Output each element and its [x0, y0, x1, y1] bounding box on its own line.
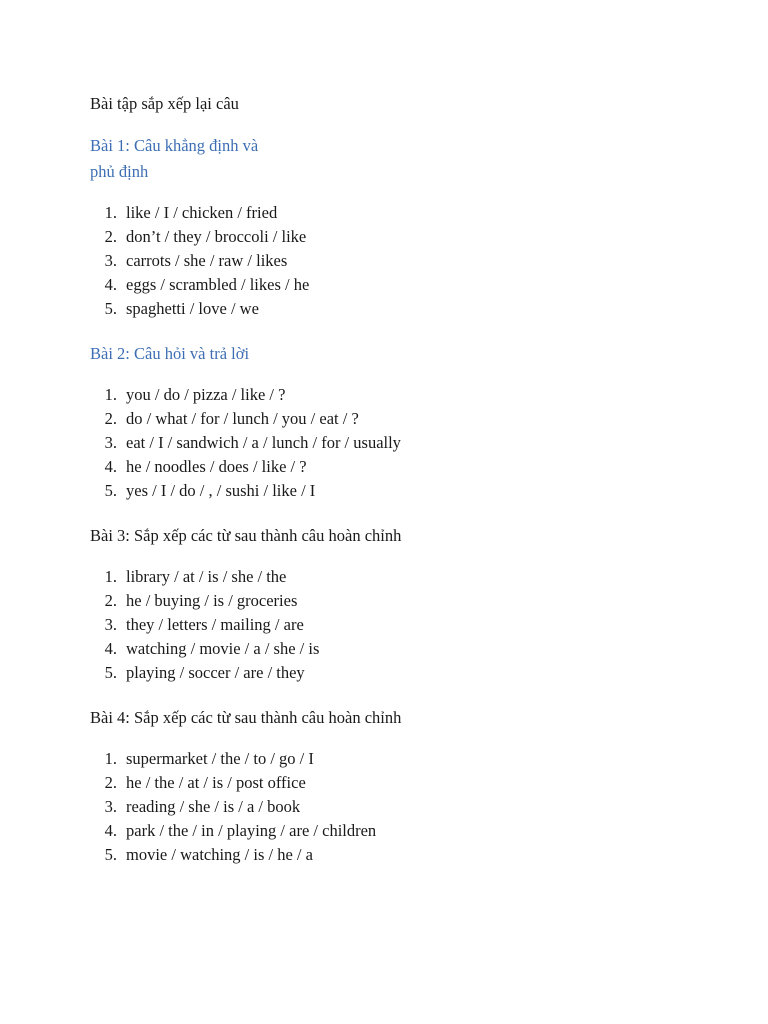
item-number: 5.: [104, 481, 117, 500]
list-item: [90, 273, 710, 297]
item-number: 3.: [104, 615, 117, 634]
item-number: 5.: [104, 845, 117, 864]
document-title: Bài tập sắp xếp lại câu: [90, 94, 239, 113]
item-text: movie / watching / is / he / a: [126, 845, 313, 864]
item-text: playing / soccer / are / they: [126, 663, 305, 682]
list-item: [90, 383, 710, 407]
item-number: 3.: [104, 797, 117, 816]
item-number: 1.: [104, 385, 117, 404]
list-item: [90, 771, 710, 795]
document-page: [90, 91, 710, 867]
list-item: [90, 479, 710, 503]
item-number: 1.: [104, 749, 117, 768]
item-number: 2.: [104, 409, 117, 428]
item-number: 2.: [104, 773, 117, 792]
exercise-1: [90, 133, 710, 321]
list-item: [90, 613, 710, 637]
item-text: you / do / pizza / like / ?: [126, 385, 286, 404]
exercise-4-heading: Bài 4: Sắp xếp các từ sau thành câu hoàn chỉnh: [90, 708, 402, 727]
item-number: 3.: [104, 433, 117, 452]
list-item: [90, 589, 710, 613]
item-number: 1.: [104, 203, 117, 222]
item-text: they / letters / mailing / are: [126, 615, 304, 634]
list-item: [90, 455, 710, 479]
list-item: [90, 297, 710, 321]
exercise-2: [90, 341, 710, 503]
list-item: [90, 819, 710, 843]
item-text: do / what / for / lunch / you / eat / ?: [126, 409, 359, 428]
list-item: [90, 201, 710, 225]
list-item: [90, 225, 710, 249]
item-text: supermarket / the / to / go / I: [126, 749, 314, 768]
item-number: 1.: [104, 567, 117, 586]
list-item: [90, 431, 710, 455]
list-item: [90, 747, 710, 771]
item-number: 4.: [104, 275, 117, 294]
list-item: [90, 249, 710, 273]
item-text: eat / I / sandwich / a / lunch / for / usually: [126, 433, 401, 452]
item-number: 3.: [104, 251, 117, 270]
item-number: 2.: [104, 591, 117, 610]
item-text: library / at / is / she / the: [126, 567, 287, 586]
list-item: [90, 637, 710, 661]
list-item: [90, 407, 710, 431]
item-text: watching / movie / a / she / is: [126, 639, 320, 658]
item-text: he / the / at / is / post office: [126, 773, 306, 792]
item-text: don’t / they / broccoli / like: [126, 227, 307, 246]
exercise-2-list: [90, 383, 710, 503]
item-number: 4.: [104, 639, 117, 658]
exercise-3-heading: Bài 3: Sắp xếp các từ sau thành câu hoàn chỉnh: [90, 526, 402, 545]
exercise-1-heading: Bài 1: Câu khẳng định và phủ định: [90, 136, 259, 181]
exercise-4: [90, 705, 710, 867]
item-number: 4.: [104, 457, 117, 476]
list-item: [90, 565, 710, 589]
item-number: 2.: [104, 227, 117, 246]
exercise-2-heading: Bài 2: Câu hỏi và trả lời: [90, 344, 250, 363]
item-text: eggs / scrambled / likes / he: [126, 275, 310, 294]
item-text: carrots / she / raw / likes: [126, 251, 288, 270]
list-item: [90, 661, 710, 685]
item-text: like / I / chicken / fried: [126, 203, 278, 222]
exercise-4-list: [90, 747, 710, 867]
item-text: spaghetti / love / we: [126, 299, 259, 318]
item-text: he / buying / is / groceries: [126, 591, 298, 610]
list-item: [90, 843, 710, 867]
exercise-3: [90, 523, 710, 685]
exercise-1-list: [90, 201, 710, 321]
item-number: 4.: [104, 821, 117, 840]
exercise-3-list: [90, 565, 710, 685]
item-text: park / the / in / playing / are / children: [126, 821, 377, 840]
item-number: 5.: [104, 299, 117, 318]
item-number: 5.: [104, 663, 117, 682]
item-text: yes / I / do / , / sushi / like / I: [126, 481, 316, 500]
item-text: he / noodles / does / like / ?: [126, 457, 307, 476]
item-text: reading / she / is / a / book: [126, 797, 301, 816]
list-item: [90, 795, 710, 819]
